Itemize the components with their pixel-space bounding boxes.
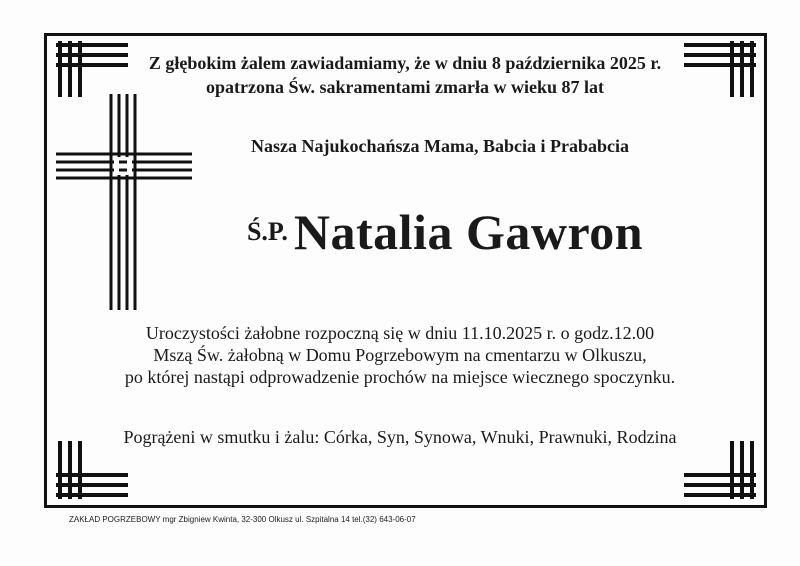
funeral-home-footer: ZAKŁAD POGRZEBOWY mgr Zbigniew Kwinta, 32-300 Olkusz ul. Szpitalna 14 tel.(32) 643-06-07 (69, 515, 416, 524)
bottom-left-corner-icon (56, 441, 128, 499)
ceremony-line-2: Mszą Św. żałobną w Domu Pogrzebowym na cmentarzu w Olkuszu, (153, 345, 647, 365)
ceremony-line-1: Uroczystości żałobne rozpoczną się w dniu 11.10.2025 r. o godz.12.00 (145, 323, 655, 343)
intro-line-2: opatrzona Św. sakramentami zmarła w wieku 87 lat (206, 77, 604, 97)
intro-line-1: Z głębokim żalem zawiadamiamy, że w dniu 8 października 2025 r. (148, 53, 662, 73)
name-prefix: Ś.P. (246, 217, 288, 246)
deceased-name: Natalia Gawron (293, 204, 644, 260)
ceremony-details (100, 322, 700, 388)
deceased-name-row (210, 203, 680, 261)
bottom-right-corner-icon (684, 441, 756, 499)
relation-subtitle: Nasza Najukochańsza Mama, Babcia i Prababcia (251, 136, 629, 156)
latin-cross-icon (56, 94, 192, 310)
mourners-line: Pogrążeni w smutku i żalu: Córka, Syn, Synowa, Wnuki, Prawnuki, Rodzina (123, 427, 677, 447)
announcement-intro (60, 51, 750, 99)
ceremony-line-3: po której nastąpi odprowadzenie prochów na miejsce wiecznego spoczynku. (124, 367, 676, 387)
